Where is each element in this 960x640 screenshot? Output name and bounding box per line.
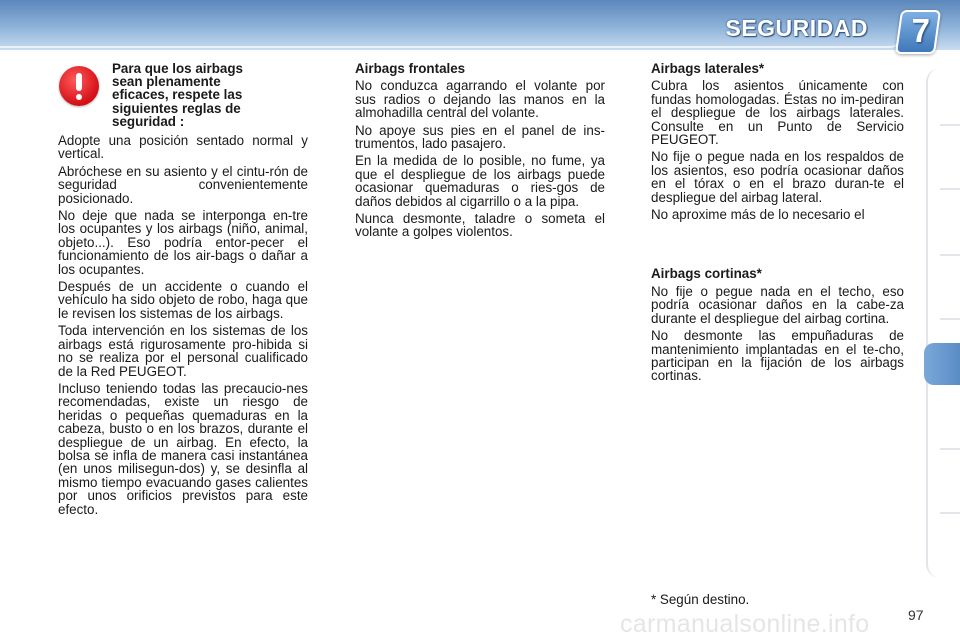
paragraph: Nunca desmonte, taladre o someta el volante a golpes violentos. <box>355 211 605 240</box>
warning-exclamation-icon <box>59 66 99 106</box>
paragraph: En la medida de lo posible, no fume, ya que el despliegue de los airbags puede ocasionar quemaduras o ries-gos de daños debidos al cigarrillo o a la pipa. <box>355 153 605 209</box>
chapter-tab-divider <box>940 512 960 514</box>
chapter-number: 7 <box>911 12 930 49</box>
chapter-tab-divider <box>940 188 960 190</box>
chapter-tab-divider <box>940 448 960 450</box>
paragraph: No conduzca agarrando el volante por sus radios o dejando las manos en la almohadilla central del volante. <box>355 78 605 121</box>
chapter-tab-divider <box>940 124 960 126</box>
chapter-tab-divider <box>940 254 960 256</box>
heading-frontal-airbags: Airbags frontales <box>355 61 466 76</box>
chapter-tab-active[interactable] <box>924 343 960 385</box>
section-title: SEGURIDAD <box>725 15 868 41</box>
footnote: * Según destino. <box>651 592 750 607</box>
paragraph: No apoye sus pies en el panel de ins-trumentos, lado pasajero. <box>355 122 605 152</box>
paragraph: Adopte una posición sentado normal y vertical. <box>58 133 308 162</box>
paragraph: Toda intervención en los sistemas de los airbags está rigurosamente pro-hibida si no se realiza por el personal cualificado de la Red PEUGEOT. <box>58 323 308 379</box>
paragraph: Después de un accidente o cuando el vehículo ha sido objeto de robo, haga que le revisen los sistemas de los airbags. <box>58 279 308 321</box>
heading-side-airbags: Airbags laterales* <box>651 61 765 76</box>
warning-block <box>58 61 308 129</box>
paragraph: No aproxime más de lo necesario el <box>651 207 865 223</box>
paragraph: Cubra los asientos únicamente con fundas homologadas. Éstas no im-pediran el despliegue de los airbags laterales. Consulte en un Punto de Servicio PEUGEOT. <box>651 78 904 148</box>
watermark: carmanualsonline.info <box>620 610 870 638</box>
chapter-tab-divider <box>940 318 960 320</box>
column-precautions <box>58 62 308 520</box>
paragraph: No desmonte las empuñaduras de mantenimiento implantadas en el te-cho, participan en la fijación de los airbags cortinas. <box>651 328 904 384</box>
paragraph: Abróchese en su asiento y el cintu-rón de seguridad convenientemente posicionado. <box>58 163 308 206</box>
paragraph: No fije o pegue nada en el techo, eso podría ocasionar daños en la cabe-za durante el despliegue del airbag cortina. <box>651 283 904 326</box>
heading-curtain-airbags: Airbags cortinas* <box>651 266 762 282</box>
chapter-tab-strip <box>926 68 960 578</box>
warning-title: Para que los airbags sean plenamente eficaces, respete las siguientes reglas de seguridad : <box>112 61 243 129</box>
page-number: 97 <box>908 607 924 623</box>
column-side-curtain-airbags <box>651 62 904 387</box>
paragraph: No deje que nada se interponga en-tre los ocupantes y los airbags (niño, animal, objeto...). Eso podría entor-pecer el funcionamiento de los air-bags o dañar a los ocupantes. <box>58 208 308 277</box>
paragraph: No fije o pegue nada en los respaldos de los asientos, eso podría ocasionar daños en el tórax o en el brazo duran-te el despliegue del airbag lateral. <box>651 149 904 205</box>
paragraph: Incluso teniendo todas las precaucio-nes recomendadas, existe un riesgo de heridas o pequeñas quemaduras en la cabeza, busto o en los brazos, durante el despliegue de un airbag. En efecto, la bolsa se infla de manera casi instantánea (en unos milisegun-dos) y, se desinfla al mismo tiempo evacuando gases calientes por unos orificios previstos para este efecto. <box>58 380 308 517</box>
column-frontal-airbags <box>355 62 605 243</box>
